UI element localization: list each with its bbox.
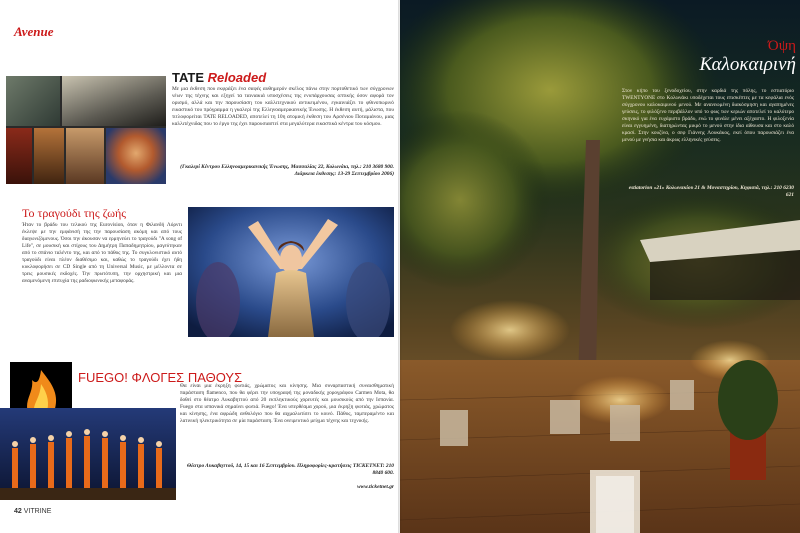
fuego-info: Θέατρο Λυκαβηττού, 14, 15 και 16 Σεπτεμβρίου. Πληροφορίες-κρατήσεις TICKETNET: 210 8840 600. [186,463,394,476]
right-page [400,0,800,533]
fuego-url: www.ticketnet.gr [357,484,394,490]
tate-photo-cell [66,128,104,184]
tate-title-accent: Reloaded [207,70,267,85]
song-title: Το τραγούδι της ζωής [22,206,127,220]
restaurant-photo [400,0,800,533]
tate-photo-collage [6,76,166,184]
tate-photo-cell [62,76,166,126]
dancers-photo-art [0,408,176,500]
tate-article-body: Με μια έκθεση που εκφράζει ένα σαφές αυθημερόν σκέλος πάνω στην πορτοθετικό των σύγχρονων νέων της τέχνης και εξηγεί τα ταινιακιά υποσχέσεις της ενυπάρχουσας οπτικής όσον αφορά τον ορισμό, αλλά και την παρουσίαση του καλλιτεχνικού αντικειμένου, εγκαινιάζει το φθινοπωρινό εικαστικό του πρόγραμμα η γκαλερί της Ελληνοαμερικανικής Ένωσης. Η έκθεση αυτή, μάλιστα, που τιτλοφορείται TATE RELOADED, αποτελεί τη 10η ατομική έκθεση του Αρσένιου Ποταμιάνου, μιας καλλιτέχνιδας που το έργο της έχει παρουσιαστεί στα μεγαλύτερα εικαστικά κέντρα του κόσμου. [172,86,394,127]
dancers-photo [0,408,176,500]
tate-photo-cell [34,128,64,184]
tate-info: (Γκαλερί Κέντρου Ελληνοαμερικανικής Ένωσης, Μασσαλίας 22, Κολωνάκι, τηλ.: 210 3680 900. Διάρκεια έκθεσης: 13-29 Σεπτεμβρίου 2006) [180,164,394,177]
singer-photo [188,207,394,337]
magazine-name: VITRINE [23,508,52,515]
tate-photo-cell [6,128,32,184]
singer-photo-art [188,207,394,337]
section-tag: Avenue [14,24,54,39]
headline-line-1: Όψη [767,38,796,54]
restaurant-headline [640,38,796,76]
folio [14,508,51,515]
tate-photo-cell [106,128,166,184]
page-gutter [398,0,402,533]
restaurant-photo-art [400,0,800,533]
song-article-body: Ήταν το βράδυ του τελικού της Eurovision, όταν η Φιλανδή Λόρντι έκλεψε με την εμφάνισή της την παρουσίαση ακόμη και από τους διαγωνιζόμενους. Όσοι την άκουσαν να ερμηνεύει το τραγούδι "A song of Life", σε μουσική και στίχους του Δημήτρη Παπαδημητρίου, μαγεύτηκαν από το σπάνιο ταλέντο της, και από το πάθος της. Το συγκλονιστικό αυτό τραγούδι είναι πλέον διαθέσιμο και, καθώς το τραγούδι έχει ήδη κυκλοφορήσει σε CD Single από τη Universal Music, με μέλλοντα σε τρεις μουσικές εκδοχές. Την πρωτότυπη, την ορχηστρική και μια αναμενόμενη επιτυχία της ραδιοφωνικής μεταφοράς. [22,222,182,284]
page-number: 42 [14,508,22,515]
restaurant-article-body: Στον κήπο του ξενοδοχείου, στην καρδιά της πόλης, το εστιατόριο TWENTYONE στο Κολωνάκι υποδέχεται τους επισκέπτες με τα κεφάλια ενός σύγχρονου καλοκαιρινού μενού. Με ανανεωμένη διακόσμηση και αγαπημένες γεύσεις, το φιλόξενο περιβάλλον υπό το φως των κεριών αποτελεί το καλύτερο σκηνικό για ένα ευχάριστο βράδυ, ενώ το φινάλε μένει αξέχαστο. Η φιλοξενία είναι εγγυημένη, διατηρώντας μικρό το μενού στην ίδια αίθουσα και στο καλό κρασί. Στην κουζίνα, ο σεφ Γιάννης Λουκάκος, εκεί όπου παρουσιάζει ένα μενού με γνήσια και άκρως ελληνικές γεύσεις. [622,88,794,143]
tate-title [172,70,266,85]
headline-line-2: Καλοκαιρινή [699,54,796,75]
fuego-title: FUEGO! ΦΛΟΓΕΣ ΠΑΘΟΥΣ [78,370,243,385]
tate-photo-cell [6,76,60,126]
tate-title-main: TATE [172,70,205,85]
fuego-article-body: Θα είναι μια έκρηξη φωτιάς, χρώματος και κίνησης. Μια συναρπαστική συναισθηματική παράσταση flamenco, που θα φέρει την υπογραφή της μοναδικής χορογράφου Carmen Mota, θα δοθεί στο θέατρο Λυκαβηττού από 20 εκπληκτικούς χορευτές και μουσικούς από την Ισπανία. Fuego στα ισπανικά σημαίνει φωτιά. Fuego! Ένα υπερθέαμα χορού, μια έκρηξη φωτιάς, χρώματος και κίνησης, ένα αφρώδη ανθολόγιο που θα αιχμαλωτίσει το κοινό. Πάθος, ταμπεραμέντο και λατινική ηλεκτρικότητα σε μία παράσταση. Ένα ονειρευτικό μείγμα τέχνης και τεχνικής. [180,383,394,424]
restaurant-info: estiatorion «21» Κολωνακίου 21 & Μοναστηρίου, Κηφισιά, τηλ.: 210 6230 621 [628,185,794,198]
